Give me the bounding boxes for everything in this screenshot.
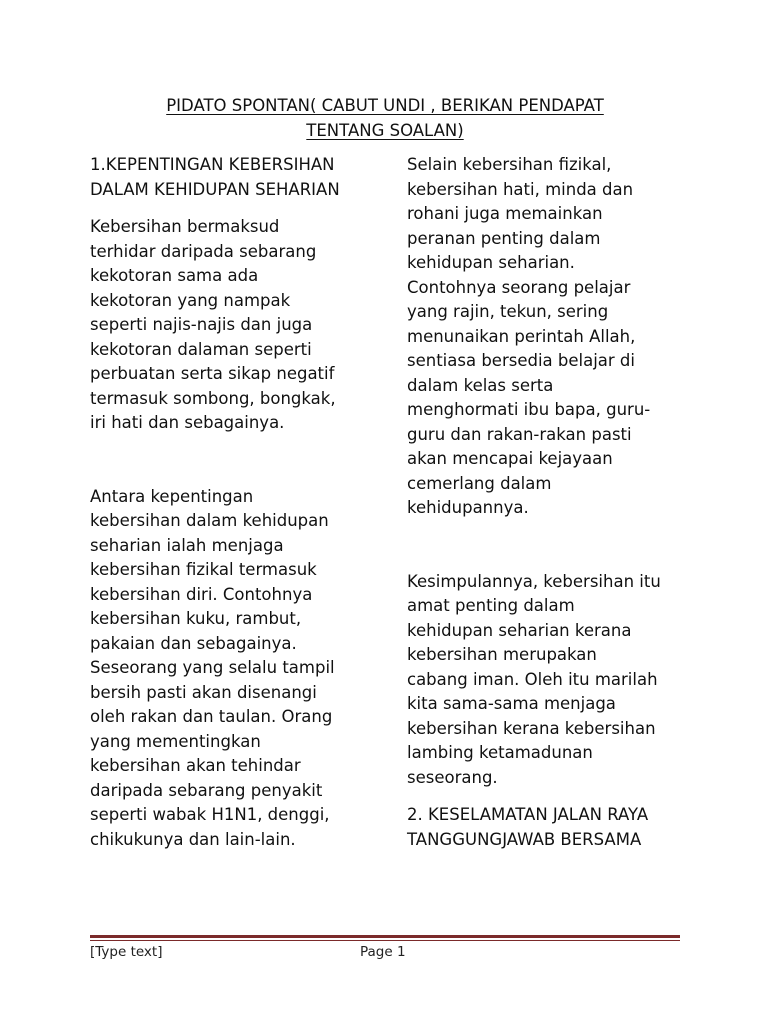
title-line-2: TENTANG SOALAN): [306, 121, 464, 140]
left-column: [90, 153, 380, 852]
title-line-1: PIDATO SPONTAN( CABUT UNDI , BERIKAN PENDAPAT: [166, 96, 604, 115]
right-column: [407, 153, 697, 852]
section-heading-1: 1.KEPENTINGAN KEBERSIHAN DALAM KEHIDUPAN SEHARIAN: [90, 155, 340, 199]
footer-divider: [90, 935, 680, 938]
footer-divider-thin: [90, 940, 680, 941]
paragraph-inner-cleanliness: Selain kebersihan fizikal, kebersihan hati, minda dan rohani juga memainkan peranan penting dalam kehidupan seharian. Contohnya seorang pelajar yang rajin, tekun, sering menunaikan perintah Allah, sentiasa bersedia belajar di dalam kelas serta menghormati ibu bapa, guru- guru dan rakan-rakan pasti akan mencapai kejayaan cemerlang dalam kehidupannya.: [407, 155, 651, 517]
page-number: Page 1: [360, 944, 406, 960]
section-heading-2: 2. KESELAMATAN JALAN RAYA TANGGUNGJAWAB BERSAMA: [407, 805, 649, 849]
document-title: [90, 93, 680, 143]
footer-placeholder-text: [Type text]: [90, 944, 163, 960]
paragraph-definition: Kebersihan bermaksud terhidar daripada sebarang kekotoran sama ada kekotoran yang nampak seperti najis-najis dan juga kekotoran dalaman seperti perbuatan serta sikap negatif termasuk sombong, bongkak, iri hati dan sebagainya.: [90, 217, 336, 432]
paragraph-conclusion: Kesimpulannya, kebersihan itu amat penting dalam kehidupan seharian kerana kebersihan merupakan cabang iman. Oleh itu marilah kita sama-sama menjaga kebersihan kerana kebersihan lambing ketamadunan seseorang.: [407, 571, 661, 787]
paragraph-physical-cleanliness: Antara kepentingan kebersihan dalam kehidupan seharian ialah menjaga kebersihan fizikal termasuk kebersihan diri. Contohnya kebersihan kuku, rambut, pakaian dan sebagainya. Seseorang yang selalu tampil bersih pasti akan disenangi oleh rakan dan taulan. Orang yang mementingkan kebersihan akan tehindar daripada sebarang penyakit seperti wabak H1N1, denggi, chikukunya dan lain-lain.: [90, 486, 335, 849]
